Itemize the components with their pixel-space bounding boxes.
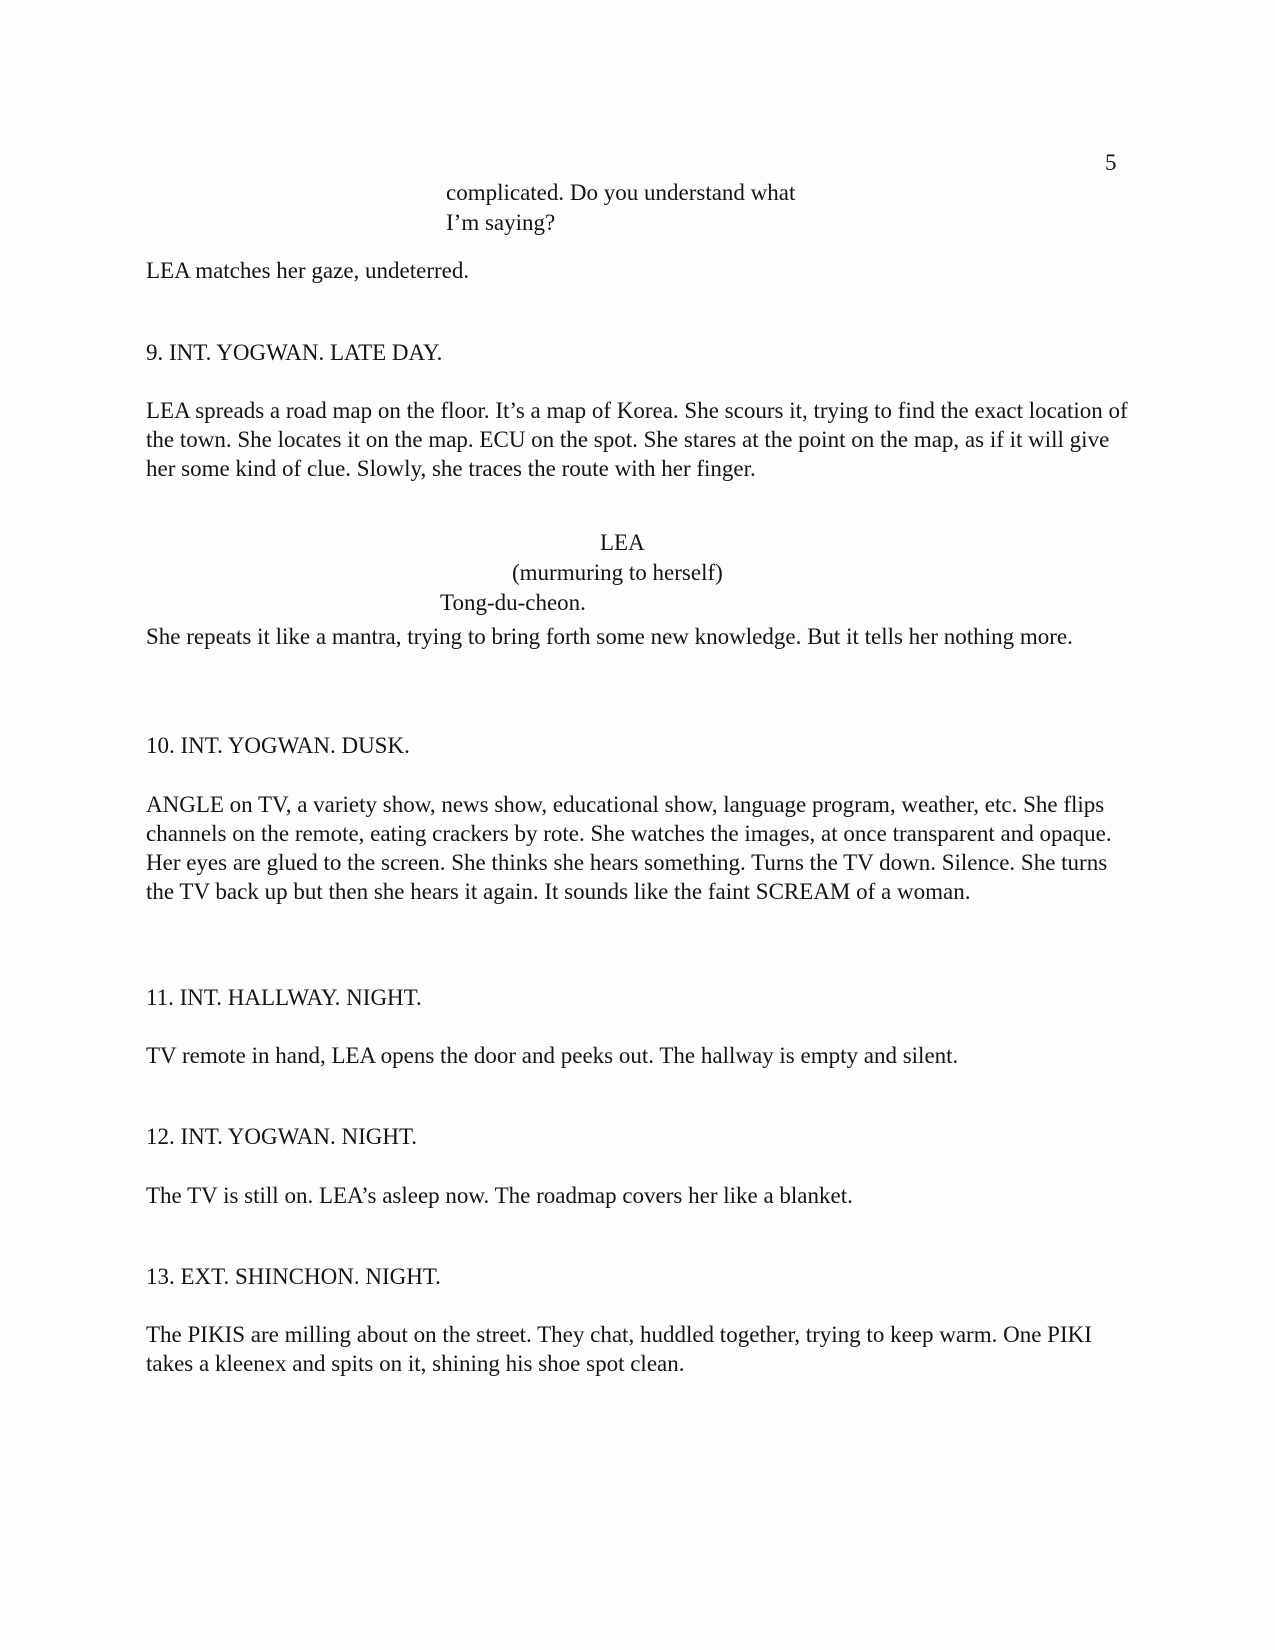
scene-heading: 11. INT. HALLWAY. NIGHT. xyxy=(146,985,422,1010)
scene-heading: 9. INT. YOGWAN. LATE DAY. xyxy=(146,340,443,365)
action-paragraph: LEA spreads a road map on the floor. It’s a map of Korea. She scours it, trying to find the exact location of the town. She locates it on the map. ECU on the spot. She stares at the point on the map, as if it will give her some kind of clue. Slowly, she traces the route with her finger. xyxy=(146,398,1128,481)
dialogue-line: complicated. Do you understand what xyxy=(446,180,796,205)
parenthetical: (murmuring to herself) xyxy=(512,560,723,585)
dialogue-line: I’m saying? xyxy=(446,210,556,235)
scene-heading: 10. INT. YOGWAN. DUSK. xyxy=(146,733,410,758)
continued-dialogue xyxy=(446,178,866,238)
action-paragraph: The PIKIS are milling about on the street. They chat, huddled together, trying to keep warm. One PIKI takes a kleenex and spits on it, shining his shoe spot clean. xyxy=(146,1322,1092,1376)
action-paragraph: TV remote in hand, LEA opens the door and peeks out. The hallway is empty and silent. xyxy=(146,1043,959,1068)
scene-heading: 12. INT. YOGWAN. NIGHT. xyxy=(146,1124,418,1149)
page-number: 5 xyxy=(1105,150,1117,175)
character-name: LEA xyxy=(600,530,645,555)
action-paragraph: She repeats it like a mantra, trying to bring forth some new knowledge. But it tells her nothing more. xyxy=(146,624,1073,649)
action-paragraph: ANGLE on TV, a variety show, news show, educational show, language program, weather, etc. She flips channels on the remote, eating crackers by rote. She watches the images, at once transparent and opaque. Her eyes are glued to the screen. She thinks she hears something. Turns the TV down. Silence. She turns the TV back up but then she hears it again. It sounds like the faint SCREAM of a woman. xyxy=(146,792,1112,904)
action-line: LEA matches her gaze, undeterred. xyxy=(146,258,470,283)
dialogue-line: Tong-du-cheon. xyxy=(440,590,586,615)
scene-heading: 13. EXT. SHINCHON. NIGHT. xyxy=(146,1264,441,1289)
action-paragraph: The TV is still on. LEA’s asleep now. The roadmap covers her like a blanket. xyxy=(146,1183,853,1208)
